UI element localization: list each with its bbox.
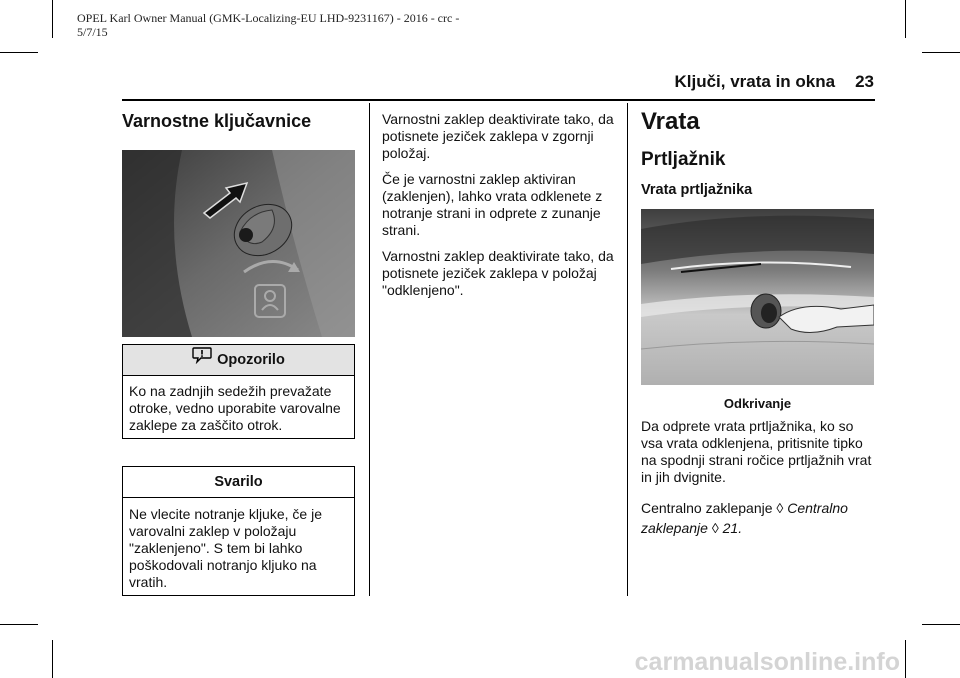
left-column [122, 111, 356, 132]
warning-title: Opozorilo [217, 352, 285, 368]
xref-arrow-icon: ◊ [711, 520, 719, 536]
paragraph: Varnostni zaklep deaktivirate tako, da potisnete jeziček zaklepa v položaj "odklenjeno". [382, 248, 614, 298]
xref-link[interactable]: Centralno zaklepanje [641, 500, 848, 536]
header-rule [122, 99, 875, 101]
middle-column [382, 111, 614, 299]
running-header [620, 72, 874, 92]
xref-page[interactable]: 21. [722, 520, 743, 536]
caution-header [123, 467, 354, 498]
column-divider [627, 103, 628, 596]
caution-title: Svarilo [214, 474, 263, 490]
xref-arrow-icon: ◊ [776, 500, 784, 516]
warning-header [123, 345, 354, 376]
paragraph: Če je varnostni zaklep aktiviran (zaklenjen), lahko vrata odklenete z notranje strani in odprete z zunanje strani. [382, 171, 603, 238]
child-lock-figure [122, 150, 355, 337]
chapter-section-title: Vrata [641, 108, 700, 135]
crop-mark [0, 624, 38, 625]
crop-mark [52, 0, 53, 38]
crop-mark [922, 624, 960, 625]
right-column-titles [641, 108, 877, 199]
tailgate-figure [641, 209, 874, 385]
caution-text: Ne vlecite notranje kljuke, če je varovalni zaklep v položaju "zaklenjeno". S tem bi lahko poškodovali notranjo kljuko na vratih. [129, 506, 322, 590]
xref-text: Centralno zaklepanje [641, 500, 773, 516]
paragraph: Da odprete vrata prtljažnika, ko so vsa vrata odklenjena, pritisnite tipko na spodnji strani ročice prtljažnih vrat in jih dvignite. [641, 418, 872, 485]
chapter-title: Ključi, vrata in okna [674, 72, 836, 91]
meta-line: OPEL Karl Owner Manual (GMK-Localizing-EU LHD-9231167) - 2016 - crc - [77, 11, 460, 25]
meta-date: 5/7/15 [77, 25, 108, 39]
crop-mark [905, 640, 906, 678]
document-meta [77, 11, 497, 39]
figure-caption: Odkrivanje [723, 396, 792, 411]
section-heading: Varnostne ključavnice [122, 111, 312, 131]
right-column-body [641, 418, 877, 538]
crop-mark [922, 52, 960, 53]
caution-box [122, 466, 355, 596]
subsection-title: Prtljažnik [641, 149, 726, 170]
column-divider [369, 103, 370, 596]
cross-reference [641, 498, 877, 538]
crop-mark [905, 0, 906, 38]
child-lock-illustration [122, 150, 355, 337]
tailgate-illustration [641, 209, 874, 385]
warning-speech-bubble-icon [192, 345, 212, 375]
crop-mark [0, 52, 38, 53]
page-number: 23 [855, 72, 874, 91]
paragraph: Varnostni zaklep deaktivirate tako, da potisnete jeziček zaklepa v zgornji položaj. [382, 111, 614, 161]
warning-box [122, 344, 355, 439]
crop-mark [52, 640, 53, 678]
subsubsection-title: Vrata prtljažnika [641, 182, 753, 198]
watermark: carmanualsonline.info [634, 648, 900, 676]
warning-text: Ko na zadnjih sedežih prevažate otroke, vedno uporabite varovalne zaklepe za zaščito otrok. [129, 383, 341, 433]
